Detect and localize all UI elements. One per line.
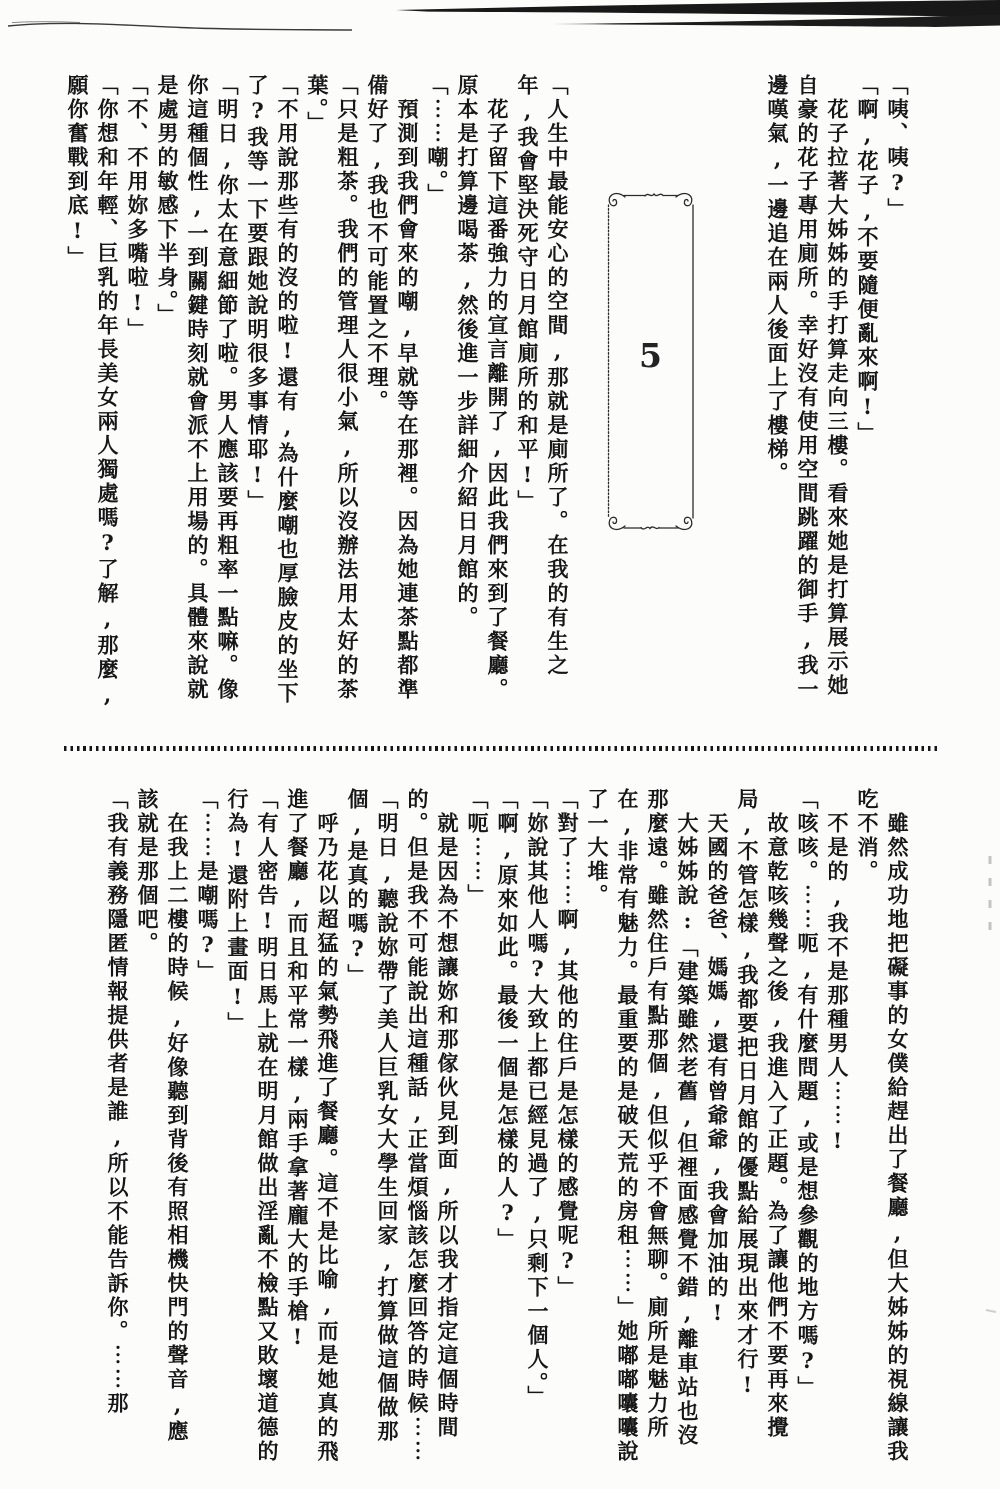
scan-mark-right-edge-2 [986,1310,996,1312]
paragraph: 花子留下這番強力的宣言離開了,因此我們來到了餐廳。原本是打算邊喝茶,然後進一步詳細介紹日月館的。 [455,74,510,702]
chapter-number: 5 [639,336,662,375]
paragraph: 「只是粗茶。我們的管理人很小氣,所以沒辦法用太好的茶葉。」 [305,74,360,702]
paragraph: 「⋯⋯是嘲嗎?」 [195,788,220,984]
paragraph: 「妳說其他人嗎?大致上都已經見過了,只剩下一個人。」 [525,788,550,1410]
paragraph: 「我有義務隱匿情報提供者是誰,所以不能告訴你。⋯⋯那 [105,788,130,1416]
paragraph: 雖然成功地把礙事的女僕給趕出了餐廳,但大姊姊的視線讓我吃不消。 [855,788,910,1464]
paragraph: 「⋯⋯嘲。」 [425,74,450,208]
paragraph: 不是的,我不是那種男人⋯⋯! [825,812,850,1156]
top-text-block-right [762,74,912,714]
paragraph: 就是因為不想讓妳和那傢伙見到面,所以我才指定這個時間的。但是我不可能說出這種話,正當煩惱該怎麼回答的時候⋯⋯ [405,788,460,1464]
paragraph: 「人生中最能安心的空間,那就是廁所了。在我的有生之年,我會堅決死守日月館廁所的和平!」 [515,74,570,678]
paragraph: 大姊姊說:「建築雖然老舊,但裡面感覺不錯,離車站也沒那麼遠。雖然住戶有點那個,但似乎不會無聊。廁所是魅力所在,非常有魅力。最重要的是破天荒的房租⋯⋯」她嘟嘟囔囔說了一大堆。 [585,788,700,1464]
paragraph: 「啊,原來如此。最後一個是怎樣的人?」 [495,788,520,1252]
scan-hairline-left [8,23,352,30]
section-separator-dotted-line [64,746,941,751]
paragraph: 「明日,你太在意細節了啦。男人應該要再粗率一點嘛。像你這種個性,一到關鍵時刻就會派不上用場的。具體來說就是處男的敏感下半身。」 [155,74,240,702]
scan-streak-top-secondary [552,15,1000,28]
scan-hairline-left-2 [12,22,80,23]
paragraph: 在我上二樓的時候,好像聽到背後有照相機快門的聲音,應該就是那個吧。 [135,788,190,1444]
paragraph: 「明日,聽說妳帶了美人巨乳女大學生回家,打算做這個做那個,是真的嗎?」 [345,788,400,1444]
bottom-text-block [102,788,912,1464]
paragraph: 「對了⋯⋯啊,其他的住戶是怎樣的感覺呢?」 [555,788,580,1300]
paragraph: 「咳咳。⋯⋯呃,有什麼問題,或是想參觀的地方嗎?」 [795,788,820,1400]
chapter-frame [601,188,700,535]
paragraph: 「你想和年輕、巨乳的年長美女兩人獨處嗎?了解,那麼,願你奮戰到底!」 [65,74,120,710]
paragraph: 「啊,花子,不要隨便亂來啊!」 [855,74,880,446]
paragraph: 預測到我們會來的嘲,早就等在那裡。因為她連茶點都準備好了,我也不可能置之不理。 [365,74,420,702]
scan-streak-top-main [396,0,1000,17]
paragraph: 「不用說那些有的沒的啦!還有,為什麼嘲也厚臉皮的坐下了?我等一下要跟她說明很多事情耶!」 [245,74,300,706]
paragraph: 天國的爸爸、媽媽,還有曾爺爺,我會加油的! [705,812,730,1328]
paragraph: 呼乃花以超猛的氣勢飛進了餐廳。這不是比喻,而是她真的飛進了餐廳,而且和平常一樣,兩手拿著龐大的手槍! [285,788,340,1464]
paragraph: 花子拉著大姊姊的手打算走向三樓。看來她是打算展示她自豪的花子專用廁所。幸好沒有使用空間跳躍的御手,我一邊嘆氣,一邊追在兩人後面上了樓梯。 [765,74,850,702]
paragraph: 「有人密告!明日馬上就在明月館做出淫亂不檢點又敗壞道德的行為!還附上畫面!」 [225,788,280,1464]
paragraph: 「咦、咦?」 [885,74,910,222]
paragraph: 故意乾咳幾聲之後,我進入了正題。為了讓他們不要再來攪局,不管怎樣,我都要把日月館的優點給展現出來才行! [735,788,790,1440]
paragraph: 「不、不用妳多嘴啦!」 [125,74,150,342]
paragraph: 「呃⋯⋯」 [465,788,490,908]
top-text-block-left [62,74,572,714]
